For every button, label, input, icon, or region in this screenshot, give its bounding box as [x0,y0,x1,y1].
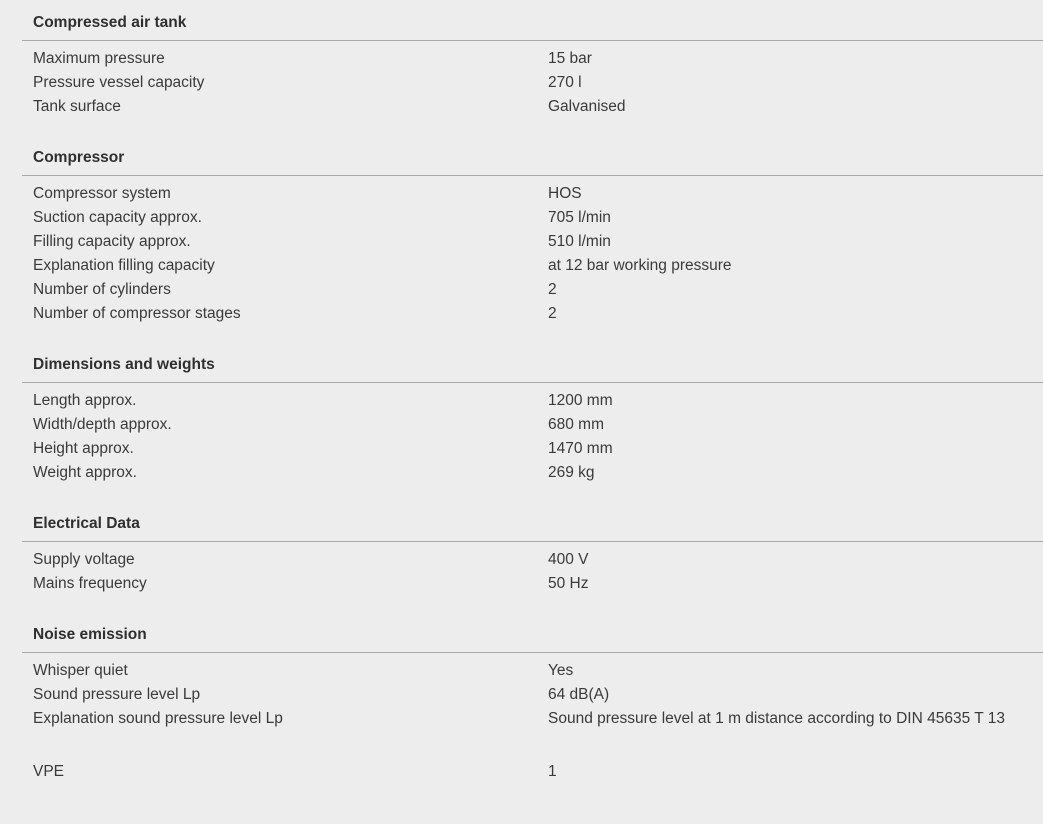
spec-label: Number of cylinders [33,281,171,298]
spec-row [22,461,1043,485]
spec-value: 1470 mm [548,440,613,457]
section-compressed-air-tank [22,0,1043,135]
spec-label: Number of compressor stages [33,305,241,322]
spec-row [22,437,1043,461]
vpe-value: 1 [548,763,557,780]
spec-label: Explanation filling capacity [33,257,215,274]
spec-label: Tank surface [33,98,121,115]
spec-row [22,413,1043,437]
spec-value: 64 dB(A) [548,686,610,703]
vpe-label: VPE [33,763,65,780]
spec-value: 270 l [548,74,582,91]
spec-row [22,254,1043,278]
section-electrical-data [22,501,1043,612]
specifications-table [22,0,1043,780]
spec-value: 1200 mm [548,392,613,409]
spec-label: Pressure vessel capacity [33,74,205,91]
section-rows [22,653,1043,747]
spec-value: Galvanised [548,98,626,115]
spec-row [22,47,1043,71]
spec-label: Height approx. [33,440,134,457]
spec-label: Supply voltage [33,551,135,568]
spec-value: 2 [548,305,557,322]
spec-label: Suction capacity approx. [33,209,202,226]
section-title: Electrical Data [22,501,1043,542]
spec-label: Maximum pressure [33,50,165,67]
section-rows [22,542,1043,612]
spec-label: Width/depth approx. [33,416,172,433]
vpe-row [22,760,557,784]
spec-row [22,95,1043,119]
spec-row [22,302,1043,326]
spec-value: 269 kg [548,464,595,481]
spec-value: 400 V [548,551,589,568]
spec-value: 705 l/min [548,209,611,226]
spec-label: Filling capacity approx. [33,233,191,250]
section-rows [22,176,1043,342]
section-noise-emission [22,612,1043,747]
spec-value: 510 l/min [548,233,611,250]
spec-label: Explanation sound pressure level Lp [33,710,283,727]
spec-row [22,278,1043,302]
spec-label: Compressor system [33,185,171,202]
spec-label: Mains frequency [33,575,147,592]
spec-label: Weight approx. [33,464,137,481]
spec-label: Sound pressure level Lp [33,686,201,703]
spec-label: Whisper quiet [33,662,128,679]
spec-value: 680 mm [548,416,604,433]
spec-row [22,659,1043,683]
spec-row [22,230,1043,254]
spec-row [22,389,1043,413]
section-rows [22,383,1043,501]
spec-row [22,572,1043,596]
spec-value: at 12 bar working pressure [548,257,732,274]
section-title: Noise emission [22,612,1043,653]
spec-value: HOS [548,185,582,202]
spec-value: 15 bar [548,50,592,67]
spec-value: 2 [548,281,557,298]
spec-value: Sound pressure level at 1 m distance according to DIN 45635 T 13 [548,710,1005,727]
spec-row [22,548,1043,572]
spec-label: Length approx. [33,392,137,409]
section-title: Compressed air tank [22,0,1043,41]
spec-value: 50 Hz [548,575,589,592]
spec-value: Yes [548,662,574,679]
section-rows [22,41,1043,135]
spec-row [22,683,1043,707]
spec-row [22,182,1043,206]
section-title: Compressor [22,135,1043,176]
section-dimensions-and-weights [22,342,1043,501]
section-compressor [22,135,1043,342]
spec-row [22,206,1043,230]
spec-row [22,707,1043,731]
spec-row [22,71,1043,95]
section-title: Dimensions and weights [22,342,1043,383]
